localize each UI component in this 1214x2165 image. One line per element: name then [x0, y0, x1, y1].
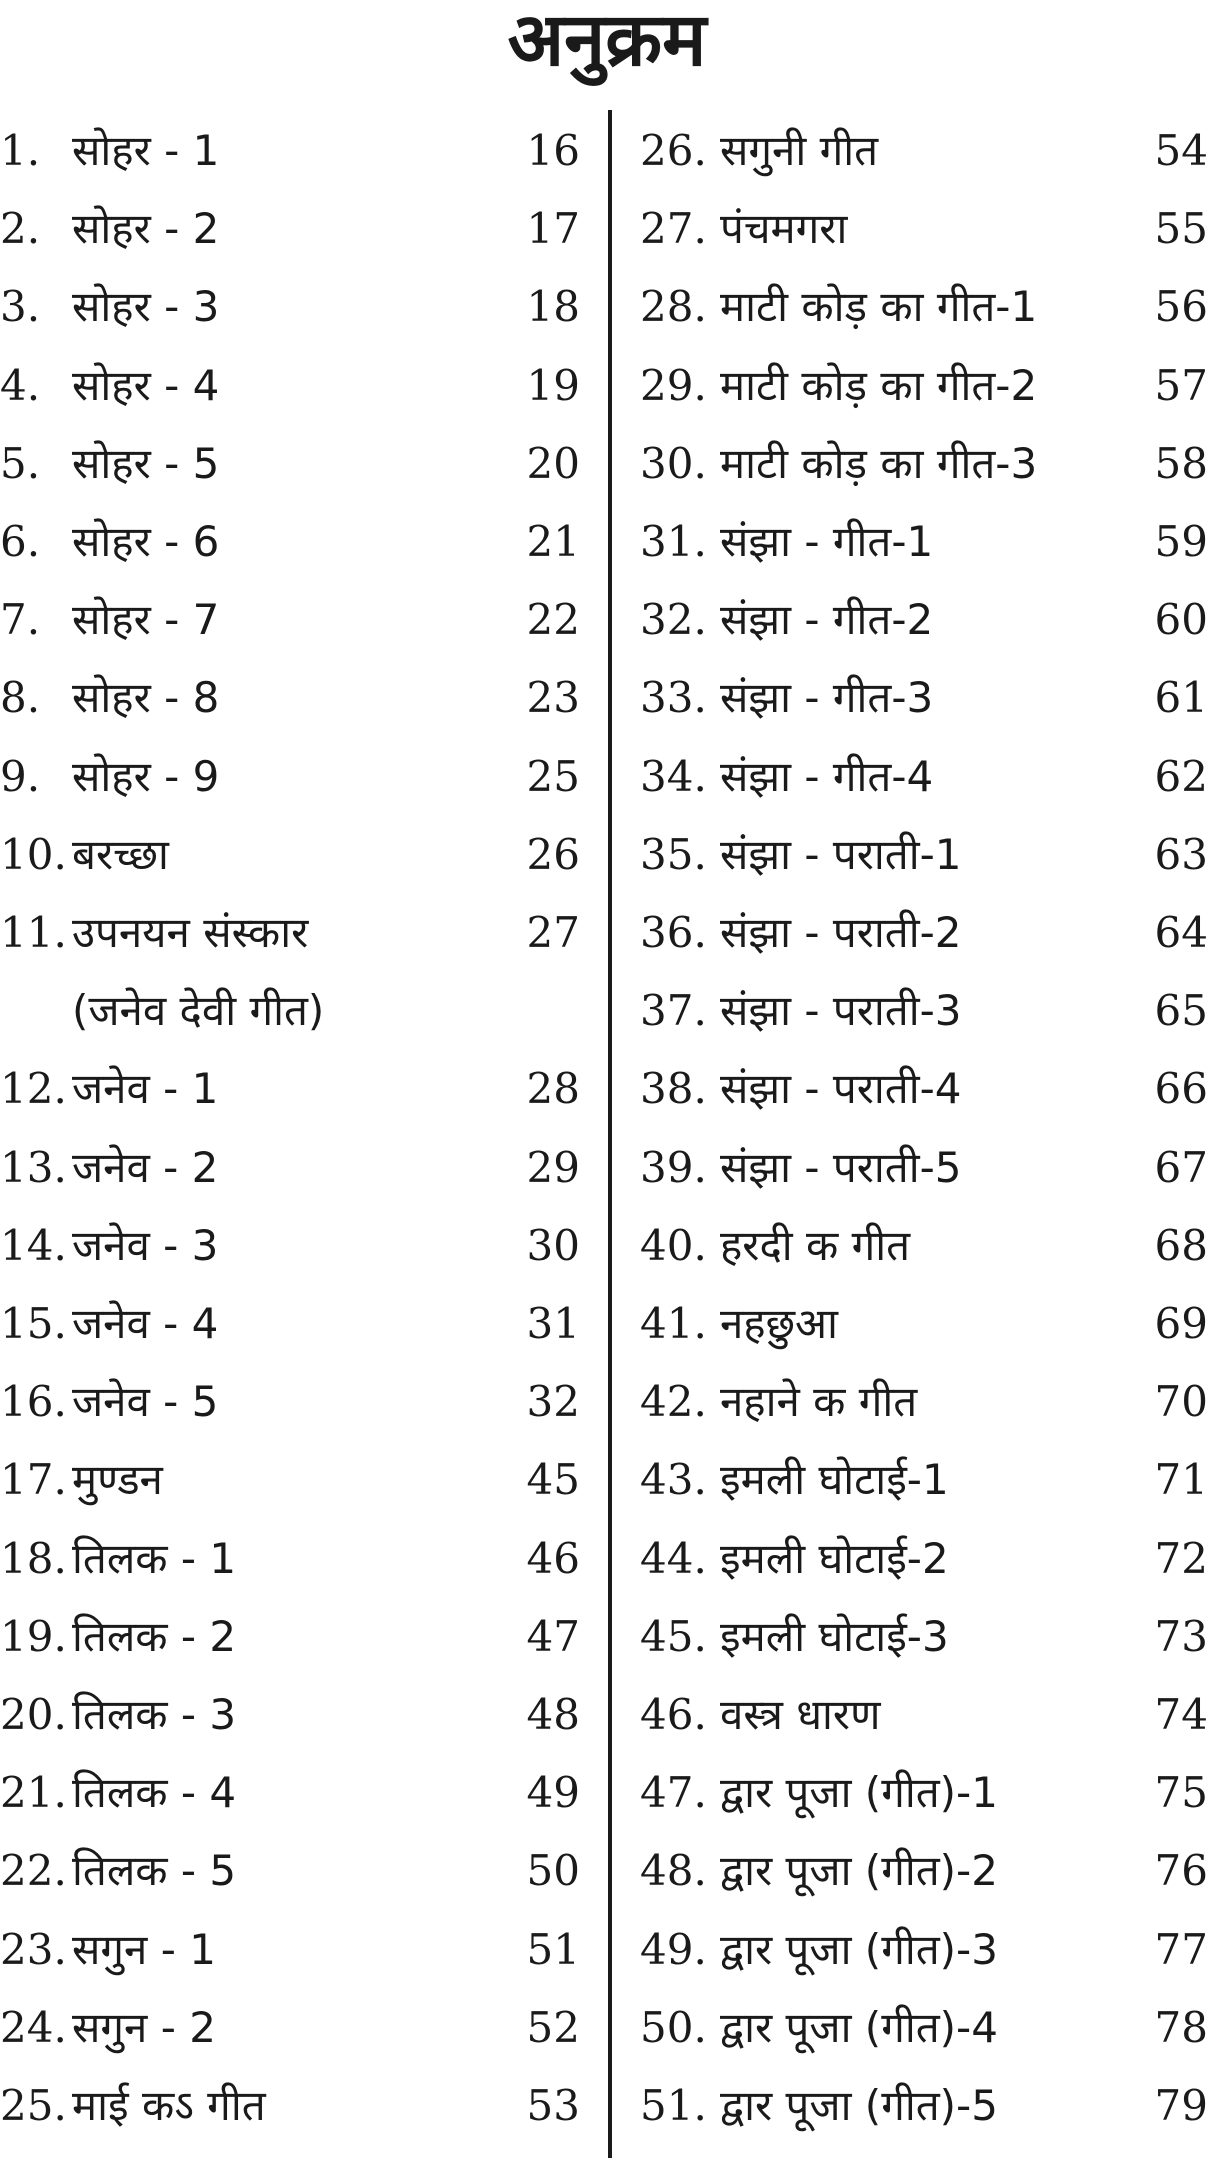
entry-page-number: 65: [1154, 986, 1208, 1036]
entry-number: 38.: [640, 1064, 707, 1114]
entry-title: माई कऽ गीत: [72, 2081, 266, 2130]
entry-page-number: 17: [526, 204, 580, 254]
toc-entry: [0, 1285, 580, 1363]
entry-number: 31.: [640, 517, 707, 566]
entry-page-number: 25: [526, 751, 580, 801]
page-title: अनुक्रम: [507, 0, 707, 83]
toc-entry: [640, 581, 1208, 659]
entry-title: द्वार पूजा (गीत)-3: [720, 1924, 998, 1974]
entry-title: (जनेव देवी गीत): [72, 986, 325, 1036]
entry-number: 26.: [640, 126, 707, 175]
entry-number: 10.: [0, 829, 67, 879]
entry-number: 9.: [0, 751, 41, 801]
entry-title: सगुन - 1: [72, 1924, 216, 1974]
entry-number: 39.: [640, 1142, 707, 1192]
toc-entry: [640, 1441, 1208, 1519]
toc-entry: [640, 112, 1208, 190]
entry-title: नहछुआ: [720, 1299, 838, 1348]
toc-entry: [640, 1520, 1208, 1598]
entry-page-number: 55: [1154, 204, 1208, 254]
entry-number: 25.: [0, 2081, 67, 2130]
entry-number: 28.: [640, 282, 707, 332]
toc-entry: [640, 1676, 1208, 1754]
toc-entry: [0, 1754, 580, 1832]
toc-left-column: [0, 0, 580, 2165]
entry-page-number: 18: [526, 282, 580, 332]
toc-entry: [640, 738, 1208, 816]
entry-title: मुण्डन: [72, 1455, 163, 1505]
entry-number: 2.: [0, 204, 41, 254]
entry-number: 29.: [640, 360, 707, 410]
toc-entry: [0, 190, 580, 268]
toc-entry: [640, 1598, 1208, 1676]
entry-title: जनेव - 3: [72, 1220, 219, 1270]
toc-entry: [640, 425, 1208, 503]
toc-entry: [640, 816, 1208, 894]
entry-number: 49.: [640, 1924, 707, 1974]
entry-number: 46.: [640, 1690, 707, 1739]
entry-title: द्वार पूजा (गीत)-1: [720, 1768, 998, 1818]
toc-entry: [0, 2067, 580, 2145]
entry-page-number: 28: [526, 1064, 580, 1114]
entry-page-number: 20: [526, 438, 580, 488]
entry-title: तिलक - 1: [72, 1533, 237, 1583]
entry-page-number: 56: [1154, 282, 1208, 332]
entry-page-number: 47: [526, 1611, 580, 1661]
entry-page-number: 22: [526, 595, 580, 645]
toc-entry: [640, 894, 1208, 972]
entry-page-number: 19: [526, 360, 580, 410]
entry-page-number: 79: [1154, 2081, 1208, 2130]
entry-title: संझा - पराती-3: [720, 986, 962, 1036]
entry-number: 30.: [640, 438, 707, 488]
entry-title: सोहर - 3: [72, 282, 220, 332]
entry-number: 40.: [640, 1220, 707, 1270]
toc-entry: [640, 1050, 1208, 1128]
entry-title: तिलक - 4: [72, 1768, 237, 1818]
entry-page-number: 78: [1154, 2002, 1208, 2052]
entry-page-number: 68: [1154, 1220, 1208, 1270]
entry-number: 17.: [0, 1455, 67, 1505]
entry-number: 24.: [0, 2002, 67, 2052]
toc-entry: [0, 1520, 580, 1598]
entry-page-number: 57: [1154, 360, 1208, 410]
entry-title: माटी कोड़ का गीत-2: [720, 360, 1038, 410]
entry-page-number: 69: [1154, 1299, 1208, 1348]
entry-title: सोहर - 8: [72, 673, 220, 723]
entry-page-number: 60: [1154, 595, 1208, 645]
entry-page-number: 31: [526, 1299, 580, 1348]
entry-title: सोहर - 9: [72, 751, 220, 801]
toc-entry: [0, 1832, 580, 1910]
toc-entry: [0, 1989, 580, 2067]
toc-entry: [0, 347, 580, 425]
entry-page-number: 61: [1154, 673, 1208, 723]
toc-entry: [0, 894, 580, 972]
entry-number: 16.: [0, 1377, 67, 1427]
entry-number: 45.: [640, 1611, 707, 1661]
entry-title: जनेव - 2: [72, 1142, 219, 1192]
entry-title: उपनयन संस्कार: [72, 908, 309, 957]
entry-page-number: 51: [526, 1924, 580, 1974]
entry-page-number: 53: [526, 2081, 580, 2130]
toc-entry: [0, 112, 580, 190]
entry-number: 51.: [640, 2081, 707, 2130]
toc-entry: [640, 1989, 1208, 2067]
toc-entry: [0, 1676, 580, 1754]
toc-entry: [0, 581, 580, 659]
entry-page-number: 46: [526, 1533, 580, 1583]
toc-entry: [640, 1207, 1208, 1285]
toc-entry: [640, 1363, 1208, 1441]
entry-number: 37.: [640, 986, 707, 1036]
toc-entry: [640, 1285, 1208, 1363]
entry-title: जनेव - 5: [72, 1377, 219, 1427]
entry-page-number: 26: [526, 829, 580, 879]
entry-page-number: 67: [1154, 1142, 1208, 1192]
entry-number: 34.: [640, 751, 707, 801]
entry-number: 7.: [0, 595, 41, 645]
entry-title: तिलक - 5: [72, 1846, 237, 1896]
entry-title: संझा - पराती-4: [720, 1064, 962, 1114]
entry-title: द्वार पूजा (गीत)-5: [720, 2081, 998, 2130]
toc-entry: [0, 1598, 580, 1676]
toc-entry: [0, 738, 580, 816]
toc-entry: [640, 659, 1208, 737]
toc-entry: [640, 2067, 1208, 2145]
toc-entry: [0, 1441, 580, 1519]
entry-number: 3.: [0, 282, 41, 332]
entry-number: 8.: [0, 673, 41, 723]
entry-number: 5.: [0, 438, 41, 488]
entry-title: जनेव - 1: [72, 1064, 219, 1114]
toc-entry: [0, 503, 580, 581]
toc-entry: [0, 1207, 580, 1285]
entry-title: सोहर - 5: [72, 438, 220, 488]
entry-page-number: 62: [1154, 751, 1208, 801]
entry-number: 6.: [0, 517, 41, 566]
entry-number: 32.: [640, 595, 707, 645]
toc-entry: [0, 425, 580, 503]
entry-title: तिलक - 2: [72, 1611, 237, 1661]
entry-title: संझा - गीत-1: [720, 517, 934, 566]
toc-entry: [640, 268, 1208, 346]
entry-title: इमली घोटाई-2: [720, 1533, 949, 1583]
entry-number: 35.: [640, 829, 707, 879]
entry-number: 22.: [0, 1846, 67, 1896]
entry-title: इमली घोटाई-3: [720, 1611, 949, 1661]
toc-entry: [640, 190, 1208, 268]
entry-title: हरदी क गीत: [720, 1220, 911, 1270]
column-divider: [608, 110, 612, 2158]
entry-number: 44.: [640, 1533, 707, 1583]
entry-title: बरच्छा: [72, 829, 169, 879]
toc-entry: [640, 503, 1208, 581]
entry-page-number: 52: [526, 2002, 580, 2052]
entry-title: संझा - पराती-5: [720, 1142, 962, 1192]
entry-title: सोहर - 7: [72, 595, 220, 645]
entry-page-number: 70: [1154, 1377, 1208, 1427]
entry-title: इमली घोटाई-1: [720, 1455, 949, 1505]
entry-page-number: 27: [526, 908, 580, 957]
entry-title: सगुन - 2: [72, 2002, 216, 2052]
entry-number: 21.: [0, 1768, 67, 1818]
entry-title: द्वार पूजा (गीत)-4: [720, 2002, 998, 2052]
toc-entry: [0, 816, 580, 894]
entry-page-number: 30: [526, 1220, 580, 1270]
entry-number: 36.: [640, 908, 707, 957]
toc-entry: [0, 659, 580, 737]
entry-title: द्वार पूजा (गीत)-2: [720, 1846, 998, 1896]
entry-page-number: 58: [1154, 438, 1208, 488]
toc-entry: [0, 1911, 580, 1989]
entry-title: सोहर - 1: [72, 126, 220, 175]
entry-page-number: 76: [1154, 1846, 1208, 1896]
entry-number: 13.: [0, 1142, 67, 1192]
entry-page-number: 21: [526, 517, 580, 566]
entry-page-number: 23: [526, 673, 580, 723]
entry-title: जनेव - 4: [72, 1299, 219, 1348]
entry-page-number: 77: [1154, 1924, 1208, 1974]
toc-entry: [0, 1363, 580, 1441]
toc-right-column: [640, 0, 1214, 2165]
entry-title: सोहर - 6: [72, 517, 220, 566]
entry-title: माटी कोड़ का गीत-3: [720, 438, 1038, 488]
entry-number: 12.: [0, 1064, 67, 1114]
toc-entry: [0, 1129, 580, 1207]
entry-page-number: 74: [1154, 1690, 1208, 1739]
toc-entry: [640, 972, 1208, 1050]
entry-page-number: 54: [1154, 126, 1208, 175]
entry-title: संझा - पराती-1: [720, 829, 962, 879]
entry-number: 18.: [0, 1533, 67, 1583]
entry-title: वस्त्र धारण: [720, 1690, 881, 1739]
entry-number: 47.: [640, 1768, 707, 1818]
toc-entry: [0, 972, 580, 1050]
entry-page-number: 73: [1154, 1611, 1208, 1661]
entry-number: 1.: [0, 126, 41, 175]
entry-title: सोहर - 2: [72, 204, 220, 254]
toc-entry: [640, 1832, 1208, 1910]
entry-title: सगुनी गीत: [720, 126, 879, 175]
entry-page-number: 63: [1154, 829, 1208, 879]
entry-title: तिलक - 3: [72, 1690, 237, 1739]
entry-number: 41.: [640, 1299, 707, 1348]
entry-number: 20.: [0, 1690, 67, 1739]
entry-page-number: 66: [1154, 1064, 1208, 1114]
entry-number: 4.: [0, 360, 41, 410]
entry-title: संझा - गीत-3: [720, 673, 934, 723]
toc-entry: [640, 1754, 1208, 1832]
entry-page-number: 29: [526, 1142, 580, 1192]
entry-page-number: 72: [1154, 1533, 1208, 1583]
entry-number: 48.: [640, 1846, 707, 1896]
entry-number: 23.: [0, 1924, 67, 1974]
entry-page-number: 32: [526, 1377, 580, 1427]
entry-page-number: 49: [526, 1768, 580, 1818]
entry-page-number: 59: [1154, 517, 1208, 566]
entry-title: पंचमगरा: [720, 204, 848, 254]
entry-page-number: 48: [526, 1690, 580, 1739]
entry-number: 14.: [0, 1220, 67, 1270]
entry-page-number: 50: [526, 1846, 580, 1896]
entry-title: माटी कोड़ का गीत-1: [720, 282, 1038, 332]
entry-page-number: 16: [526, 126, 580, 175]
entry-number: 15.: [0, 1299, 67, 1348]
entry-title: संझा - गीत-2: [720, 595, 934, 645]
entry-number: 27.: [640, 204, 707, 254]
entry-number: 50.: [640, 2002, 707, 2052]
toc-entry: [0, 268, 580, 346]
entry-title: सोहर - 4: [72, 360, 220, 410]
entry-page-number: 45: [526, 1455, 580, 1505]
entry-number: 11.: [0, 908, 67, 957]
entry-title: संझा - पराती-2: [720, 908, 962, 957]
toc-entry: [640, 347, 1208, 425]
toc-entry: [640, 1911, 1208, 1989]
entry-page-number: 64: [1154, 908, 1208, 957]
entry-page-number: 75: [1154, 1768, 1208, 1818]
entry-number: 42.: [640, 1377, 707, 1427]
entry-number: 19.: [0, 1611, 67, 1661]
entry-title: संझा - गीत-4: [720, 751, 934, 801]
toc-entry: [0, 1050, 580, 1128]
toc-entry: [640, 1129, 1208, 1207]
entry-page-number: 71: [1154, 1455, 1208, 1505]
entry-number: 33.: [640, 673, 707, 723]
entry-number: 43.: [640, 1455, 707, 1505]
entry-title: नहाने क गीत: [720, 1377, 918, 1427]
